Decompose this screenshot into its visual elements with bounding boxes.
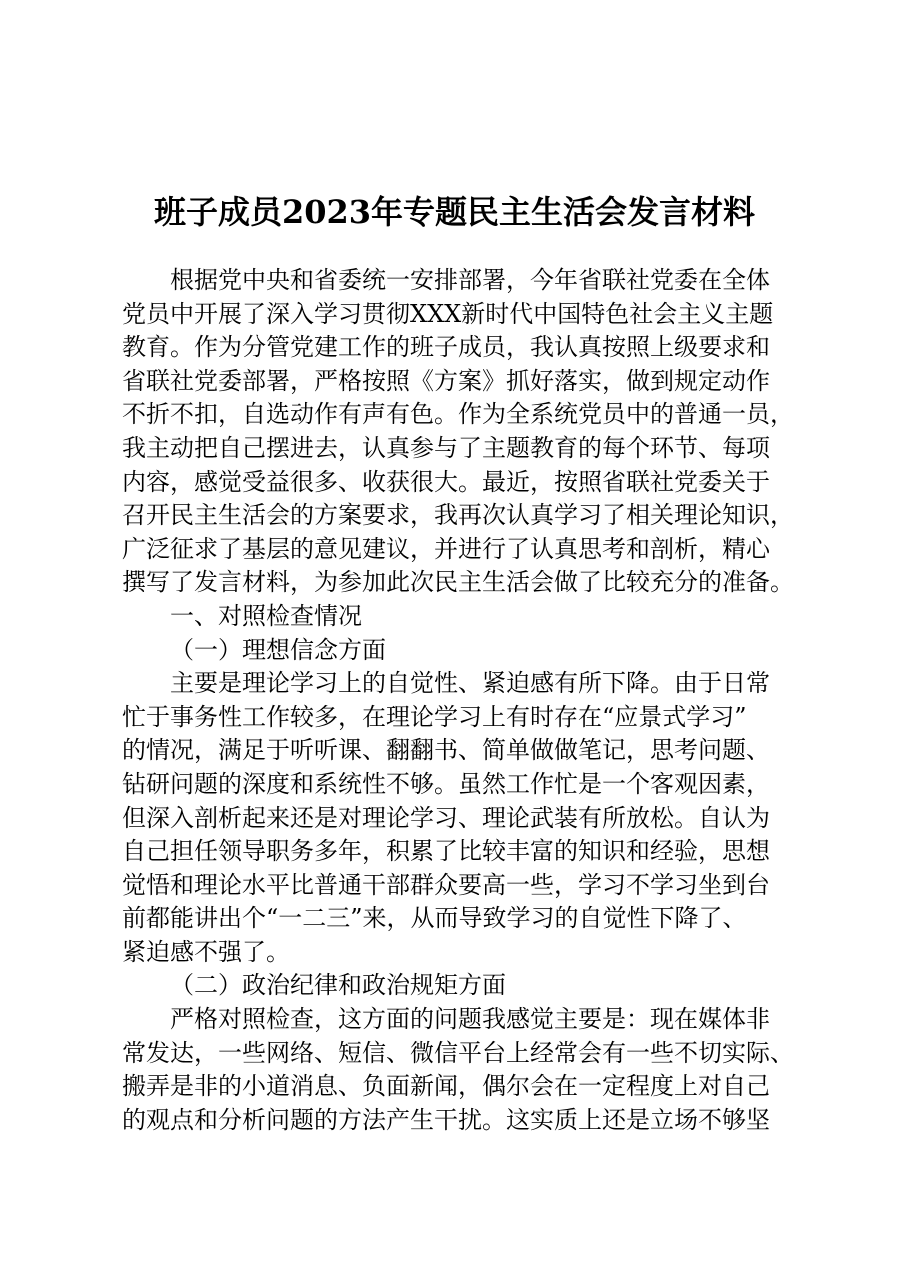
paragraph-line: 教育。作为分管党建工作的班子成员，我认真按照上级要求和 [122,333,770,362]
paragraph-line: 但深入剖析起来还是对理论学习、理论武装有所放松。自认为 [122,803,770,832]
paragraph-line: 自己担任领导职务多年，积累了比较丰富的知识和经验，思想 [122,837,770,866]
document-title: 班子成员2023年专题民主生活会发言材料 [153,193,756,231]
paragraph-line: 常发达，一些网络、短信、微信平台上经常会有一些不切实际、 [122,1038,794,1067]
paragraph-line: 我主动把自己摆进去，认真参与了主题教育的每个环节、每项 [122,433,770,462]
paragraph-line: 紧迫感不强了。 [122,937,290,966]
paragraph-line: 撰写了发言材料，为参加此次民主生活会做了比较充分的准备。 [122,568,794,597]
paragraph-line: 钻研问题的深度和系统性不够。虽然工作忙是一个客观因素， [122,769,770,798]
document-body [122,264,804,1137]
paragraph-line: 党员中开展了深入学习贯彻XXX新时代中国特色社会主义主题 [122,299,774,328]
paragraph-line: 广泛征求了基层的意见建议，并进行了认真思考和剖析，精心 [122,534,770,563]
subsection-heading: （一）理想信念方面 [170,635,386,664]
paragraph-line: 前都能讲出个“一二三”来，从而导致学习的自觉性下降了、 [122,904,747,933]
section-heading: 一、对照检查情况 [170,601,362,630]
paragraph-line: 搬弄是非的小道消息、负面新闻，偶尔会在一定程度上对自己 [122,1072,770,1101]
paragraph-line: 省联社党委部署，严格按照《方案》抓好落实，做到规定动作 [122,366,770,395]
paragraph-line: 忙于事务性工作较多，在理论学习上有时存在“应景式学习” [122,702,747,731]
paragraph-line: 的观点和分析问题的方法产生干扰。这实质上还是立场不够坚 [122,1105,770,1134]
paragraph-line: 严格对照检查，这方面的问题我感觉主要是：现在媒体非 [170,1005,770,1034]
paragraph-line: 觉悟和理论水平比普通干部群众要高一些，学习不学习坐到台 [122,870,770,899]
paragraph-line: 根据党中央和省委统一安排部署，今年省联社党委在全体 [170,266,770,294]
paragraph-line: 的情况，满足于听听课、翻翻书、简单做做笔记，思考问题、 [122,736,770,765]
subsection-heading: （二）政治纪律和政治规矩方面 [170,971,506,1000]
paragraph-line: 主要是理论学习上的自觉性、紧迫感有所下降。由于日常 [170,669,770,698]
paragraph-line: 内容，感觉受益很多、收获很大。最近，按照省联社党委关于 [122,467,770,496]
paragraph-line: 召开民主生活会的方案要求，我再次认真学习了相关理论知识， [122,501,794,530]
paragraph-line: 不折不扣，自选动作有声有色。作为全系统党员中的普通一员， [122,400,794,429]
